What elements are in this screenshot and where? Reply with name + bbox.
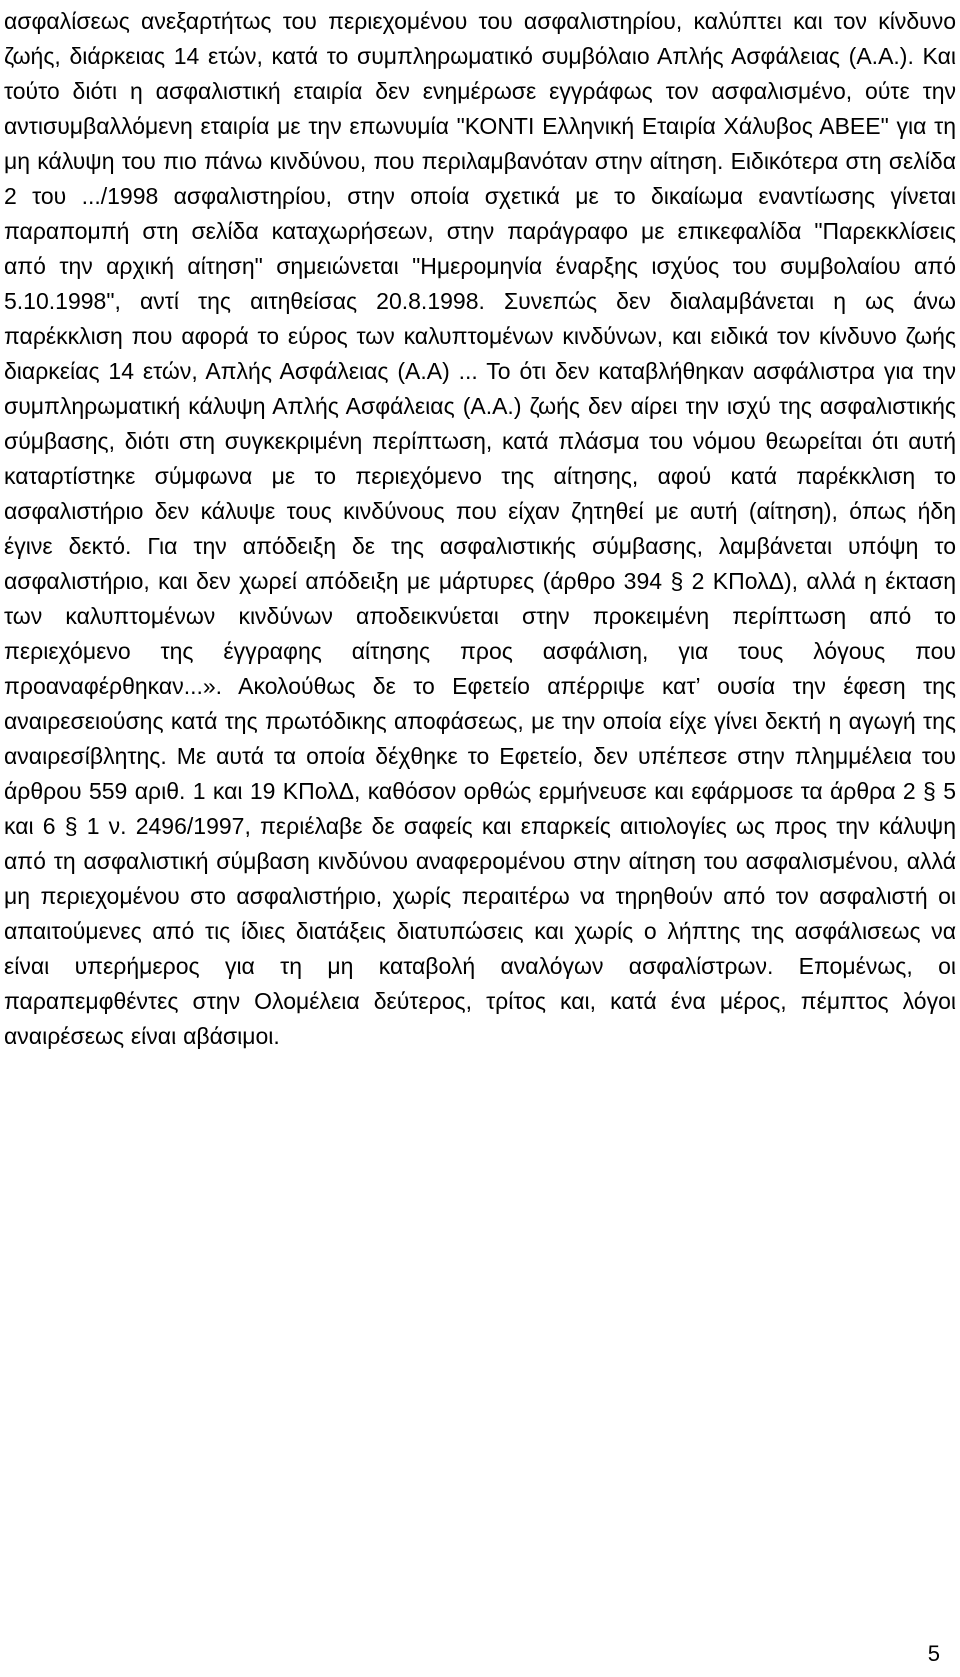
document-body-paragraph: ασφαλίσεως ανεξαρτήτως του περιεχομένου του ασφαλιστηρίου, καλύπτει και τον κίνδυνο ζωής, διάρκειας 14 ετών, κατά το συμπληρωματικό συμβόλαιο Απλής Ασφάλειας (Α.Α.). Και τούτο διότι η ασφαλιστική εταιρία δεν ενημέρωσε εγγράφως τον ασφαλισμένο, ούτε την αντισυμβαλλόμενη εταιρία με την επωνυμία "ΚΟΝΤΙ Ελληνική Εταιρία Χάλυβος ΑΒΕΕ" για τη μη κάλυψη του πιο πάνω κινδύνου, που περιλαμβανόταν στην αίτηση. Ειδικότερα στη σελίδα 2 του .../1998 ασφαλιστηρίου, στην οποία σχετικά με το δικαίωμα εναντίωσης γίνεται παραπομπή στη σελίδα καταχωρήσεων, στην παράγραφο με επικεφαλίδα "Παρεκκλίσεις από την αρχική αίτηση" σημειώνεται "Ημερομηνία έναρξης ισχύος του συμβολαίου από 5.10.1998", αντί της αιτηθείσας 20.8.1998. Συνεπώς δεν διαλαμβάνεται η ως άνω παρέκκλιση που αφορά το εύρος των καλυπτομένων κινδύνων, και ειδικά τον κίνδυνο ζωής διαρκείας 14 ετών, Απλής Ασφάλειας (Α.Α) ... Το ότι δεν καταβλήθηκαν ασφάλιστρα για την συμπληρωματική κάλυψη Απλής Ασφάλειας (Α.Α.) ζωής δεν αίρει την ισχύ της ασφαλιστικής σύμβασης, διότι στη συγκεκριμένη περίπτωση, κατά πλάσμα του νόμου θεωρείται ότι αυτή καταρτίστηκε σύμφωνα με το περιεχόμενο της αίτησης, αφού κατά παρέκκλιση το ασφαλιστήριο δεν κάλυψε τους κινδύνους που είχαν ζητηθεί με αυτή (αίτηση), όπως ήδη έγινε δεκτό. Για την απόδειξη δε της ασφαλιστικής σύμβασης, λαμβάνεται υπόψη το ασφαλιστήριο, και δεν χωρεί απόδειξη με μάρτυρες (άρθρο 394 § 2 ΚΠολΔ), αλλά η έκταση των καλυπτομένων κινδύνων αποδεικνύεται στην προκειμένη περίπτωση από το περιεχόμενο της έγγραφης αίτησης προς ασφάλιση, για τους λόγους που προαναφέρθηκαν...». Ακολούθως δε το Εφετείο απέρριψε κατ’ ουσία την έφεση της αναιρεσειούσης κατά της πρωτόδικης αποφάσεως, με την οποία είχε γίνει δεκτή η αγωγή της αναιρεσίβλητης. Με αυτά τα οποία δέχθηκε το Εφετείο, δεν υπέπεσε στην πλημμέλεια του άρθρου 559 αριθ. 1 και 19 ΚΠολΔ, καθόσον ορθώς ερμήνευσε και εφάρμοσε τα άρθρα 2 § 5 και 6 § 1 ν. 2496/1997, περιέλαβε δε σαφείς και επαρκείς αιτιολογίες ως προς την κάλυψη από τη ασφαλιστική σύμβαση κινδύνου αναφερομένου στην αίτηση του ασφαλισμένου, αλλά μη περιεχομένου στο ασφαλιστήριο, χωρίς περαιτέρω να τηρηθούν από τον ασφαλιστή οι απαιτούμενες από τις ίδιες διατάξεις διατυπώσεις και χωρίς ο λήπτης της ασφάλισεως να είναι υπερήμερος για τη μη καταβολή αναλόγων ασφαλίστρων. Επομένως, οι παραπεμφθέντες στην Ολομέλεια δεύτερος, τρίτος και, κατά ένα μέρος, πέμπτος λόγοι αναιρέσεως είναι αβάσιμοι. [4, 8, 956, 1049]
page-number: 5 [927, 1641, 940, 1666]
